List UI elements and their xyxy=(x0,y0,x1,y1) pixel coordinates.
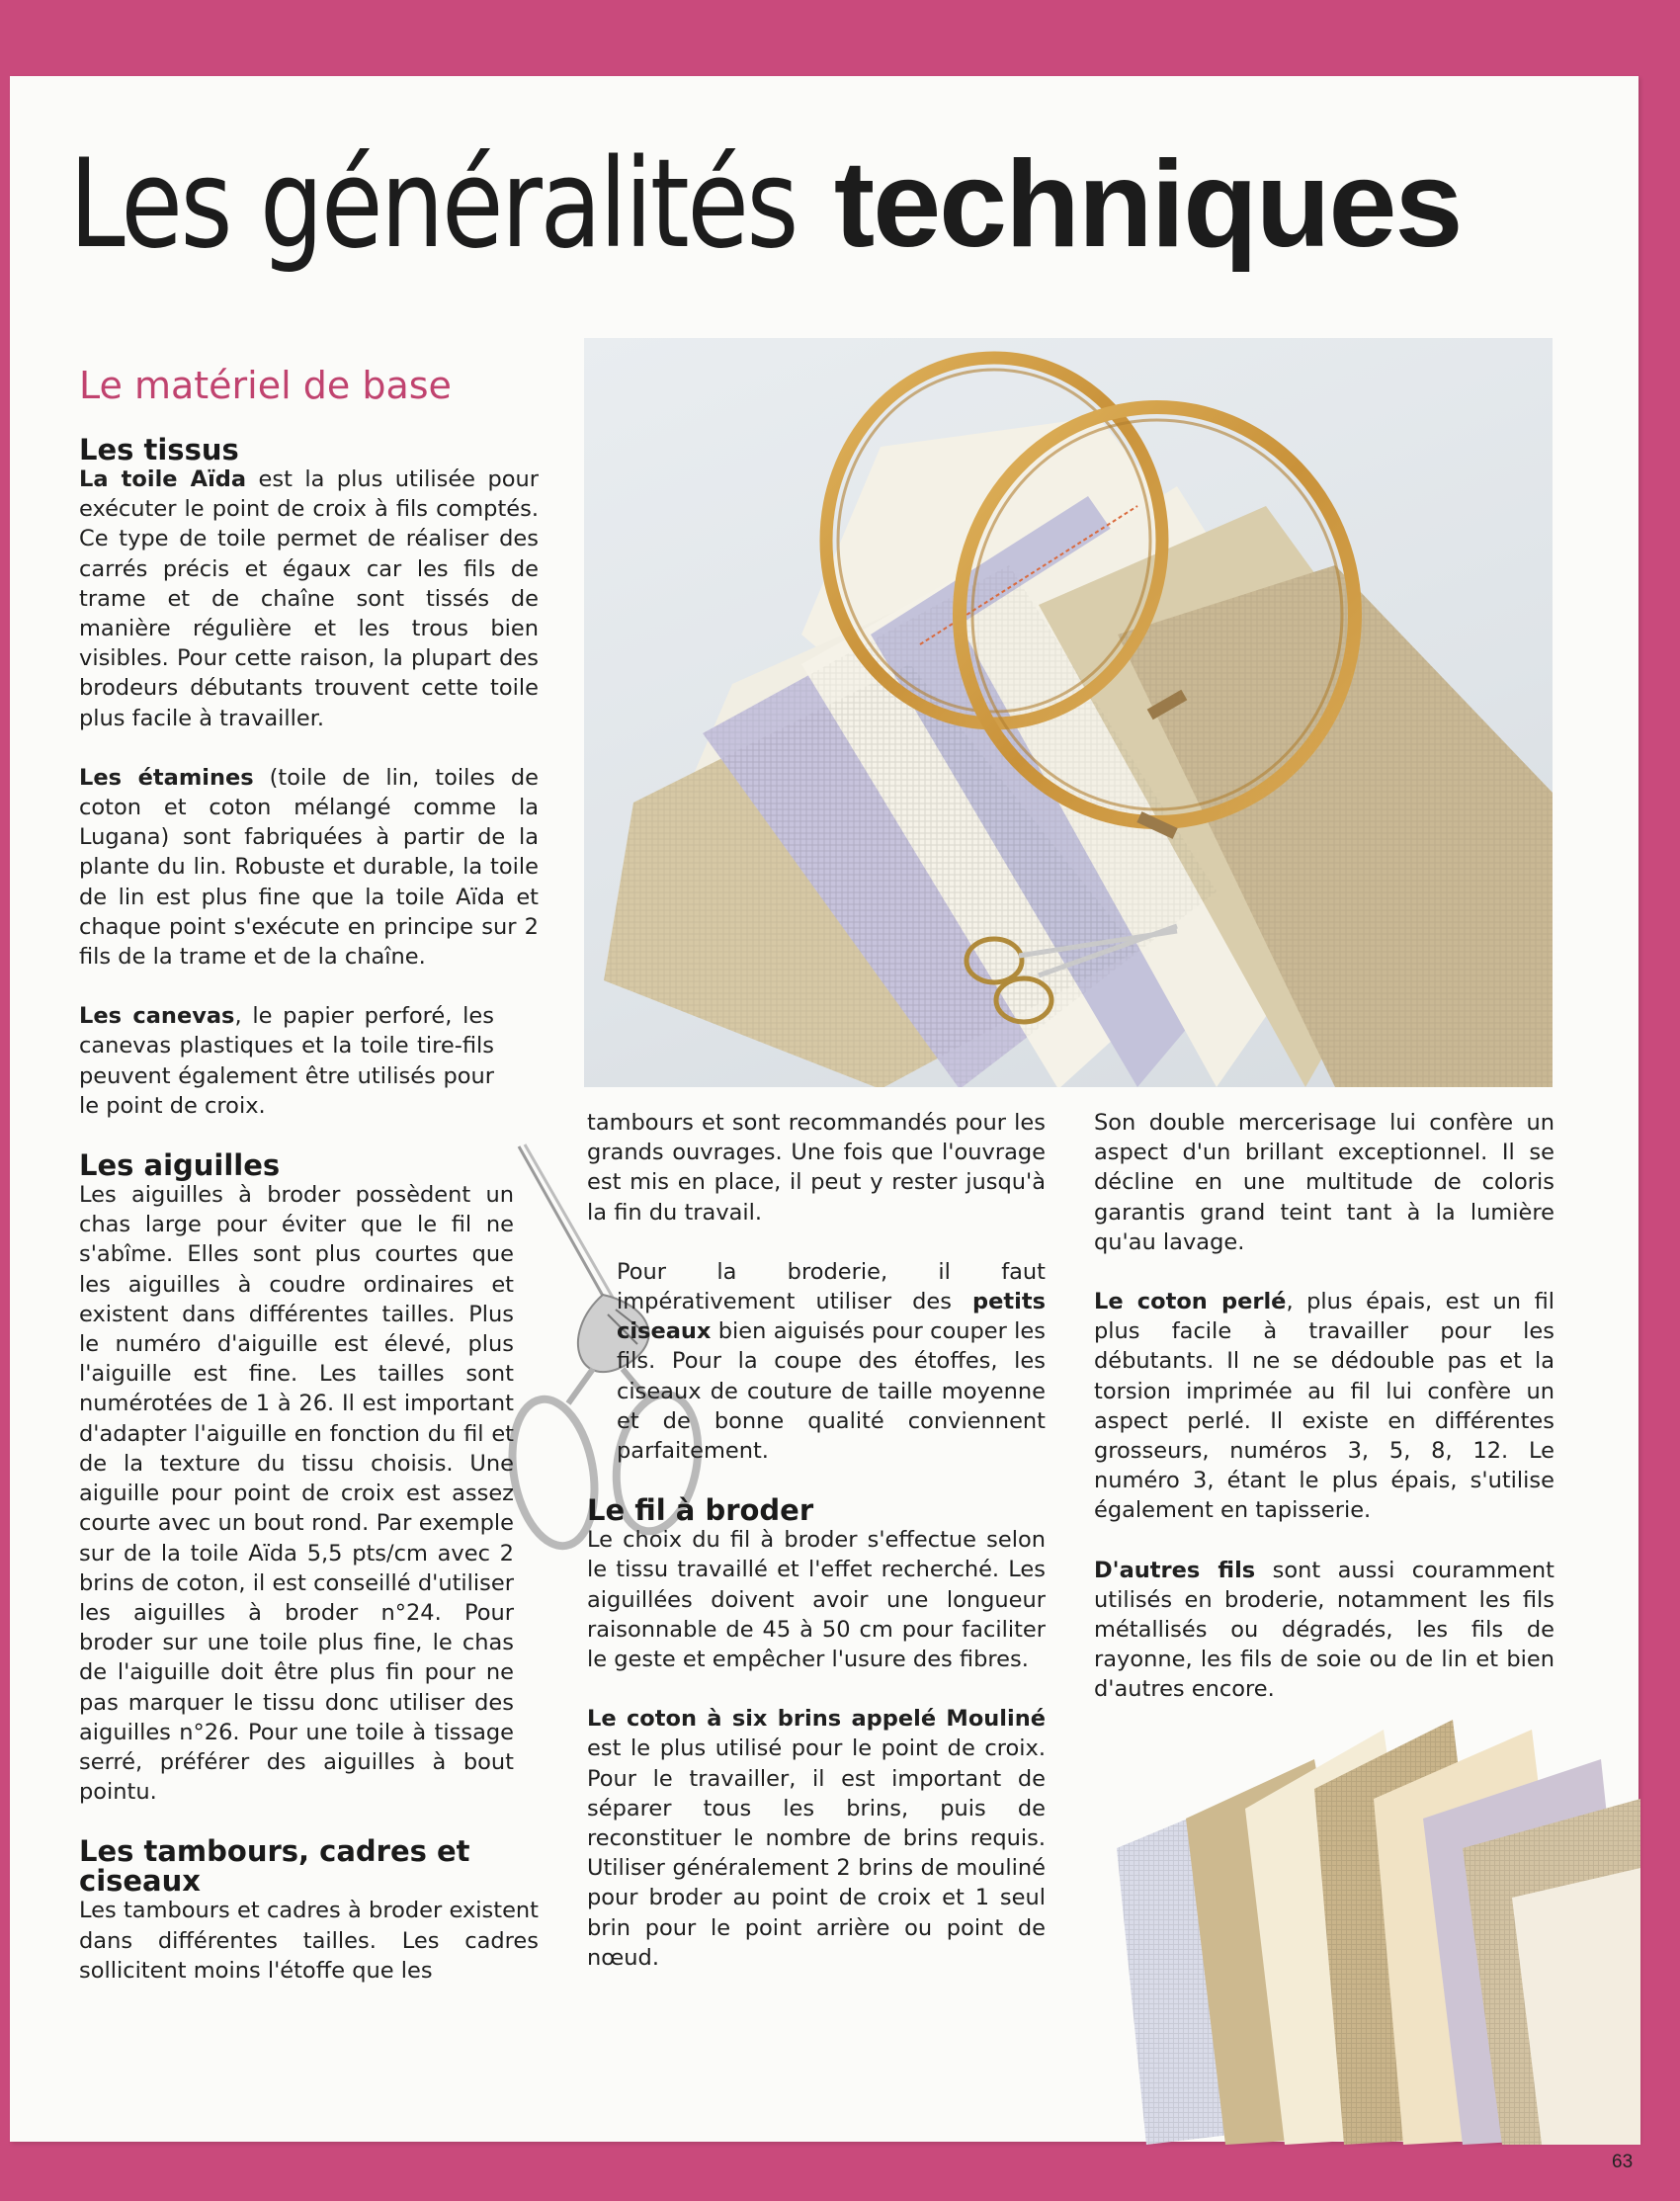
photo-fabric-swatches xyxy=(1087,1700,1640,2145)
term-etamines: Les étamines xyxy=(79,764,254,791)
paragraph-aiguilles: Les aiguilles à broder possèdent un chas large pour éviter que le fil ne s'abîme. Elles sont plus courtes que les aiguilles à coudre ordinaires et existent dans différentes tailles. Plus le numéro d'aiguille est élevé, plus l'aiguille est fine. Les tailles sont numérotées de 1 à 26. Il est important d'adapter l'aiguille en fonction du fil et de la texture du tissu choisis. Une aiguille pour point de croix est assez courte avec un bout rond. Par exemple sur de la toile Aïda 5,5 pts/cm avec 2 brins de coton, il est conseillé d'utiliser les aiguilles à broder n°24. Pour broder sur une toile plus fine, le chas de l'aiguille doit être plus fin pour ne pas marquer le tissu donc utiliser des aiguilles n°26. Pour une toile à tissage serré, préférer des aiguilles à bout pointu. xyxy=(79,1182,514,1806)
text-etamines: (toile de lin, toiles de coton et coton mélangé comme la Lugana) sont fabriquées à partir de la plante du lin. Robuste et durable, la toile de lin est plus fine que la toile Aïda et chaque point s'exécute en principe sur 2 fils de la trame et de la chaîne. xyxy=(79,764,540,971)
paragraph-tambours: Les tambours et cadres à broder existent dans différentes tailles. Les cadres sollicitent moins l'étoffe que les xyxy=(79,1898,539,1984)
term-mouline: Le coton à six brins appelé Mouliné xyxy=(587,1706,1046,1733)
paragraph-canevas xyxy=(79,1001,494,1121)
page-number: 63 xyxy=(1612,2152,1634,2172)
term-petits-ciseaux: petits ciseaux xyxy=(617,1289,1046,1345)
paragraph-autres-fils xyxy=(1094,1556,1554,1705)
heading-tambours: Les tambours, cadres et ciseaux xyxy=(79,1834,470,1899)
text-coton-perle: , plus épais, est un fil plus facile à travailler pour les débutants. Il ne se dédouble pas et la torsion imprimée au fil lui confère un aspect perlé. Il existe en différentes grosseurs, numéros 3, 5, 8, 12. Le numéro 3, étant le plus épais, s'utilise également en tapisserie. xyxy=(1094,1289,1554,1524)
heading-tissus: Les tissus xyxy=(79,433,239,466)
text-ciseaux-a: Pour la broderie, il faut impérativement utiliser des xyxy=(617,1258,1046,1315)
paragraph-coton-perle xyxy=(1094,1287,1554,1526)
heading-fil-a-broder: Le fil à broder xyxy=(587,1493,814,1528)
paragraph-tambours-suite: tambours et sont recommandés pour les grands ouvrages. Une fois que l'ouvrage est mis en place, il peut y rester jusqu'à la fin du travail. xyxy=(587,1110,1046,1226)
heading-aiguilles: Les aiguilles xyxy=(79,1148,281,1183)
paragraph-fil-a-broder: Le choix du fil à broder s'effectue selon le tissu travaillé et l'effet recherché. Les aiguillées doivent avoir une longueur raisonnable de 45 à 50 cm pour faciliter le geste et empêcher l'usure des fibres. xyxy=(587,1527,1046,1673)
section-title: Le matériel de base xyxy=(79,364,452,407)
fabric-stack xyxy=(604,417,1553,1087)
paragraph-petits-ciseaux xyxy=(587,1257,1046,1466)
fabrics-hoops-illustration xyxy=(584,338,1553,1087)
term-autres-fils: D'autres fils xyxy=(1094,1557,1256,1583)
term-canevas: Les canevas xyxy=(79,1003,235,1030)
fabric-swatches-illustration xyxy=(1087,1700,1640,2145)
title-light: Les généralités xyxy=(69,133,797,276)
term-coton-perle: Le coton perlé xyxy=(1094,1289,1287,1315)
text-autres-fils: sont aussi couramment utilisés en broderie, notamment les fils métallisés ou dégradés, les fils de rayonne, les fils de soie ou de lin et bien d'autres encore. xyxy=(1094,1557,1554,1703)
paragraph-toile-aida xyxy=(79,465,539,733)
column-3 xyxy=(1094,1108,1554,1735)
paragraph-mouline xyxy=(587,1704,1046,1973)
page-title xyxy=(69,133,1462,276)
paragraph-etamines xyxy=(79,763,539,972)
text-toile-aida: est la plus utilisée pour exécuter le point de croix à fils comptés. Ce type de toile permet de réaliser des carrés précis et égaux car les fils de trame et de chaîne sont tissés de manière régulière et les trous bien visibles. Pour cette raison, la plupart des brodeurs débutants trouvent cette toile plus facile à travailler. xyxy=(79,466,540,731)
text-canevas: , le papier perforé, les canevas plastiques et la toile tire-fils peuvent également être utilisés pour le point de croix. xyxy=(79,1003,494,1119)
column-2 xyxy=(587,1108,1046,2002)
title-bold: techniques xyxy=(833,136,1462,273)
text-mouline: est le plus utilisé pour le point de croix. Pour le travailler, il est important de séparer tous les brins, puis de reconstituer le nombre de brins requis. Utiliser généralement 2 brins de mouliné pour broder au point de croix et 1 seul brin pour le point arrière ou point de nœud. xyxy=(587,1735,1046,1971)
term-toile-aida: La toile Aïda xyxy=(79,466,247,492)
photo-fabrics-hoops xyxy=(584,338,1553,1087)
text-ciseaux-b: bien aiguisés pour couper les fils. Pour la coupe des étoffes, les ciseaux de couture de taille moyenne et de bonne qualité conviennent parfaitement. xyxy=(617,1318,1046,1465)
paragraph-mercerisage: Son double mercerisage lui confère un aspect d'un brillant exceptionnel. Il se décline en une multitude de coloris garantis grand teint tant à la lumière qu'au lavage. xyxy=(1094,1110,1554,1255)
column-1 xyxy=(79,435,539,2015)
